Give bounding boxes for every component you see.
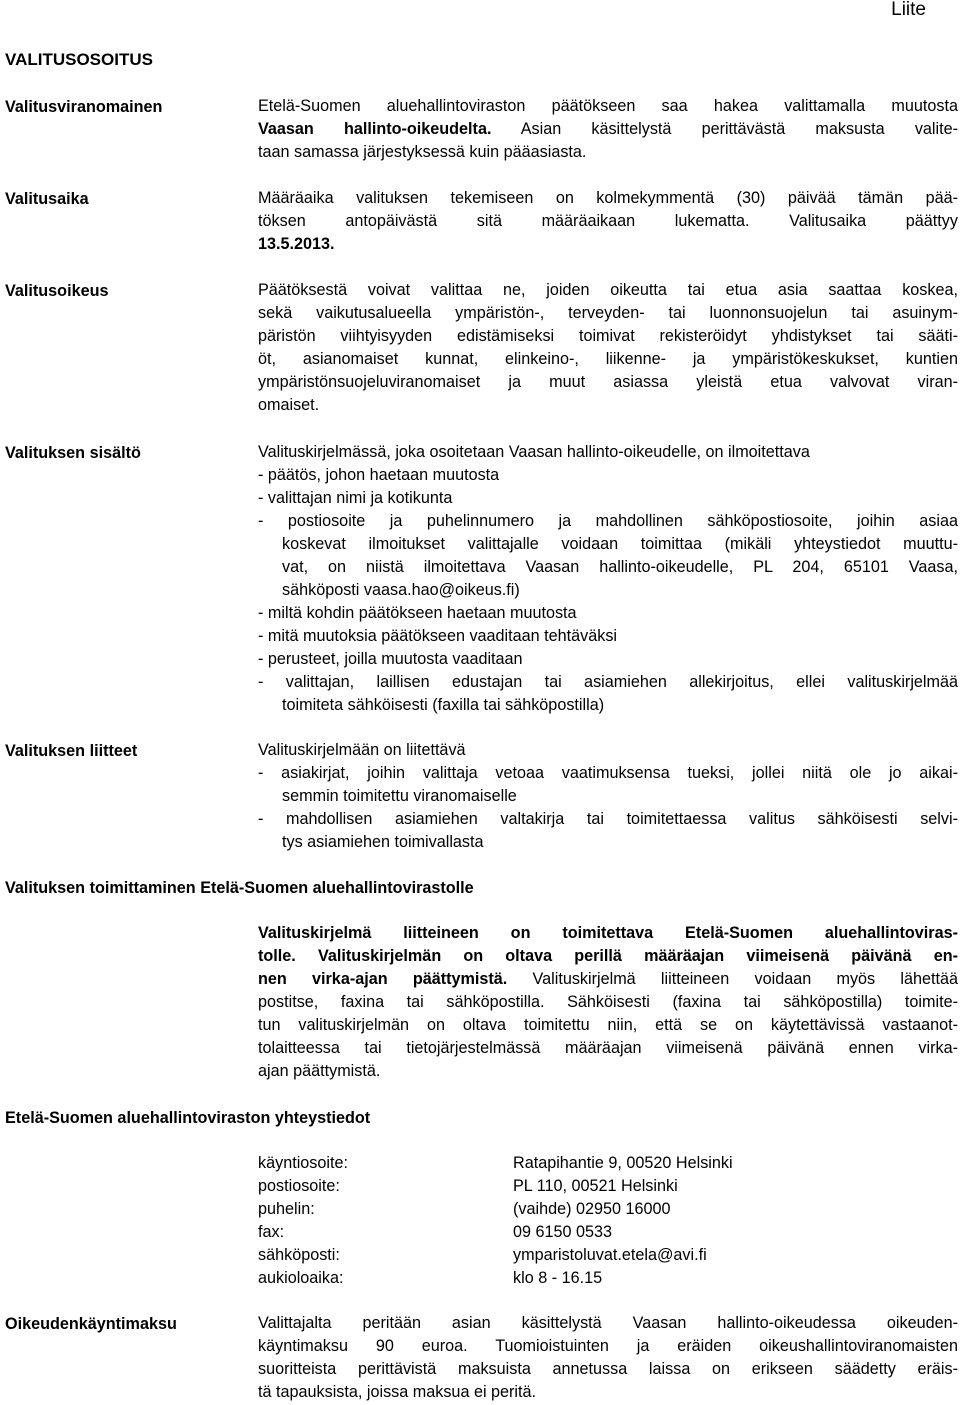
text-line: Valituskirjelmään on liitettävä bbox=[258, 741, 466, 759]
attachment-label: Liite bbox=[891, 0, 926, 20]
text-span: Asian käsittelystä perittävästä maksusta valite- bbox=[491, 120, 958, 138]
section-body-toimittaminen bbox=[258, 922, 958, 1083]
text-line: - valittajan, laillisen edustajan tai asiamiehen allekirjoitus, ellei valituskirjelmää bbox=[258, 673, 958, 691]
text-line: Määräaika valituksen tekemiseen on kolmekymmentä (30) päivää tämän pää- bbox=[258, 189, 958, 207]
section-body-maksu bbox=[258, 1312, 958, 1404]
text-line: suoritteista perittävistä maksuista annetussa laissa on erikseen säädetty eräis- bbox=[258, 1360, 958, 1378]
text-span: Valituskirjelmä liitteineen voidaan myös lähettää bbox=[507, 970, 958, 988]
section-heading-toimittaminen: Valituksen toimittaminen Etelä-Suomen aluehallintovirastolle bbox=[5, 879, 474, 897]
document-title: VALITUSOSOITUS bbox=[5, 50, 153, 69]
text-line: omaiset. bbox=[258, 396, 320, 414]
text-line: ajan päättymistä. bbox=[258, 1062, 381, 1080]
contact-row bbox=[258, 1175, 958, 1198]
text-line: koskevat ilmoitukset valittajalle voidaan toimittaa (mikäli yhteystiedot muuttu- bbox=[282, 535, 958, 553]
contact-key: puhelin: bbox=[258, 1200, 315, 1218]
list-item bbox=[258, 671, 958, 717]
list-item: - valittajan nimi ja kotikunta bbox=[258, 489, 453, 507]
contact-row bbox=[258, 1152, 958, 1175]
text-bold: nen virka-ajan päättymistä. bbox=[258, 970, 508, 988]
list-item bbox=[258, 808, 958, 854]
contact-row bbox=[258, 1221, 958, 1244]
list-item bbox=[258, 762, 958, 808]
text-line: sähköposti vaasa.hao@oikeus.fi) bbox=[282, 581, 520, 599]
text-bold: Vaasan hallinto-oikeudelta. bbox=[258, 120, 492, 138]
text-line: - postiosoite ja puhelinnumero ja mahdollinen sähköpostiosoite, joihin asiaa bbox=[258, 512, 958, 530]
text-line: semmin toimitettu viranomaiselle bbox=[282, 787, 517, 805]
list-item bbox=[258, 510, 958, 602]
text-line: taan samassa järjestyksessä kuin pääasiasta. bbox=[258, 143, 587, 161]
contact-table bbox=[258, 1152, 958, 1290]
text-line: postitse, faxina tai sähköpostilla. Sähköisesti (faxina tai sähköpostilla) toimite- bbox=[258, 993, 958, 1011]
list-item: - perusteet, joilla muutosta vaaditaan bbox=[258, 650, 523, 668]
text-line: Valituskirjelmä liitteineen on toimitettava Etelä-Suomen aluehallintoviras- bbox=[258, 924, 958, 942]
text-line: tolaitteessa tai tietojärjestelmässä määräajan viimeisenä päivänä ennen virka- bbox=[258, 1039, 958, 1057]
section-label-valitusviranomainen: Valitusviranomainen bbox=[5, 98, 163, 116]
text-line: Valittajalta peritään asian käsittelystä Vaasan hallinto-oikeudessa oikeuden- bbox=[258, 1314, 958, 1332]
contact-key: käyntiosoite: bbox=[258, 1154, 348, 1172]
contact-key: aukioloaika: bbox=[258, 1269, 344, 1287]
contact-value: 09 6150 0533 bbox=[513, 1223, 613, 1241]
section-body-valitusviranomainen bbox=[258, 95, 958, 164]
text-line: tun valituskirjelmän on oltava toimitettu niin, että se on käytettävissä vastaanot- bbox=[258, 1016, 958, 1034]
list-item: - päätös, johon haetaan muutosta bbox=[258, 466, 500, 484]
text-line: - asiakirjat, joihin valittaja vetoaa vaatimuksensa tueksi, jollei niitä ole jo aikai- bbox=[258, 764, 958, 782]
text-line: Päätöksestä voivat valittaa ne, joiden oikeutta tai etua asia saattaa koskea, bbox=[258, 281, 958, 299]
text-line: käyntimaksu 90 euroa. Tuomioistuinten ja eräiden oikeushallintoviranomaisten bbox=[258, 1337, 958, 1355]
contact-value: PL 110, 00521 Helsinki bbox=[513, 1177, 678, 1195]
contact-value: Ratapihantie 9, 00520 Helsinki bbox=[513, 1154, 733, 1172]
section-body-valitusoikeus bbox=[258, 279, 958, 417]
text-line bbox=[258, 945, 958, 968]
text-line: päristön viihtyisyyden edistämiseksi toimivat rekisteröidyt yhdistykset tai sääti- bbox=[258, 327, 958, 345]
text-line: - mahdollisen asiamiehen valtakirja tai toimitettaessa valitus sähköisesti selvi- bbox=[258, 810, 958, 828]
text-line: Etelä-Suomen aluehallintoviraston päätökseen saa hakea valittamalla muutosta bbox=[258, 97, 958, 115]
contact-row bbox=[258, 1198, 958, 1221]
contact-row bbox=[258, 1244, 958, 1267]
text-bold: tolle. bbox=[258, 947, 296, 965]
contact-value: klo 8 - 16.15 bbox=[513, 1269, 603, 1287]
section-body-sisalto bbox=[258, 441, 958, 717]
contact-value: ymparistoluvat.etela@avi.fi bbox=[513, 1246, 707, 1264]
text-line: sekä vaikutusalueella ympäristön-, terveyden- tai luonnonsuojelun tai asuinym- bbox=[258, 304, 958, 322]
section-label-maksu: Oikeudenkäyntimaksu bbox=[5, 1315, 177, 1333]
section-label-liitteet: Valituksen liitteet bbox=[5, 742, 138, 760]
text-line: toimiteta sähköisesti (faxilla tai sähköpostilla) bbox=[282, 696, 605, 714]
text-line: tys asiamiehen toimivallasta bbox=[282, 833, 484, 851]
section-label-sisalto: Valituksen sisältö bbox=[5, 444, 141, 462]
section-heading-yhteystiedot: Etelä-Suomen aluehallintoviraston yhteystiedot bbox=[5, 1109, 371, 1127]
text-line: Valituskirjelmässä, joka osoitetaan Vaasan hallinto-oikeudelle, on ilmoitettava bbox=[258, 443, 810, 461]
section-label-valitusaika: Valitusaika bbox=[5, 190, 89, 208]
contact-value: (vaihde) 02950 16000 bbox=[513, 1200, 671, 1218]
section-label-valitusoikeus: Valitusoikeus bbox=[5, 282, 109, 300]
text-line: vat, on niistä ilmoitettava Vaasan hallinto-oikeudelle, PL 204, 65101 Vaasa, bbox=[282, 558, 958, 576]
text-line: tä tapauksista, joissa maksua ei peritä. bbox=[258, 1383, 537, 1401]
list-item: - miltä kohdin päätökseen haetaan muutosta bbox=[258, 604, 577, 622]
text-line bbox=[258, 118, 958, 141]
text-line bbox=[258, 968, 958, 991]
section-body-liitteet bbox=[258, 739, 958, 854]
contact-row bbox=[258, 1267, 958, 1290]
text-line: töksen antopäivästä sitä määräaikaan lukematta. Valitusaika päättyy bbox=[258, 212, 958, 230]
contact-key: sähköposti: bbox=[258, 1246, 340, 1264]
deadline-date: 13.5.2013. bbox=[258, 235, 335, 253]
contact-key: postiosoite: bbox=[258, 1177, 340, 1195]
text-line: öt, asianomaiset kunnat, elinkeino-, liikenne- ja ympäristökeskukset, kuntien bbox=[258, 350, 958, 368]
contact-key: fax: bbox=[258, 1223, 285, 1241]
section-body-valitusaika bbox=[258, 187, 958, 256]
text-line: ympäristönsuojeluviranomaiset ja muut asiassa yleistä etua valvovat viran- bbox=[258, 373, 958, 391]
text-bold: Valituskirjelmän on oltava perillä määräajan viimeisenä päivänä en- bbox=[295, 947, 958, 965]
list-item: - mitä muutoksia päätökseen vaaditaan tehtäväksi bbox=[258, 627, 618, 645]
